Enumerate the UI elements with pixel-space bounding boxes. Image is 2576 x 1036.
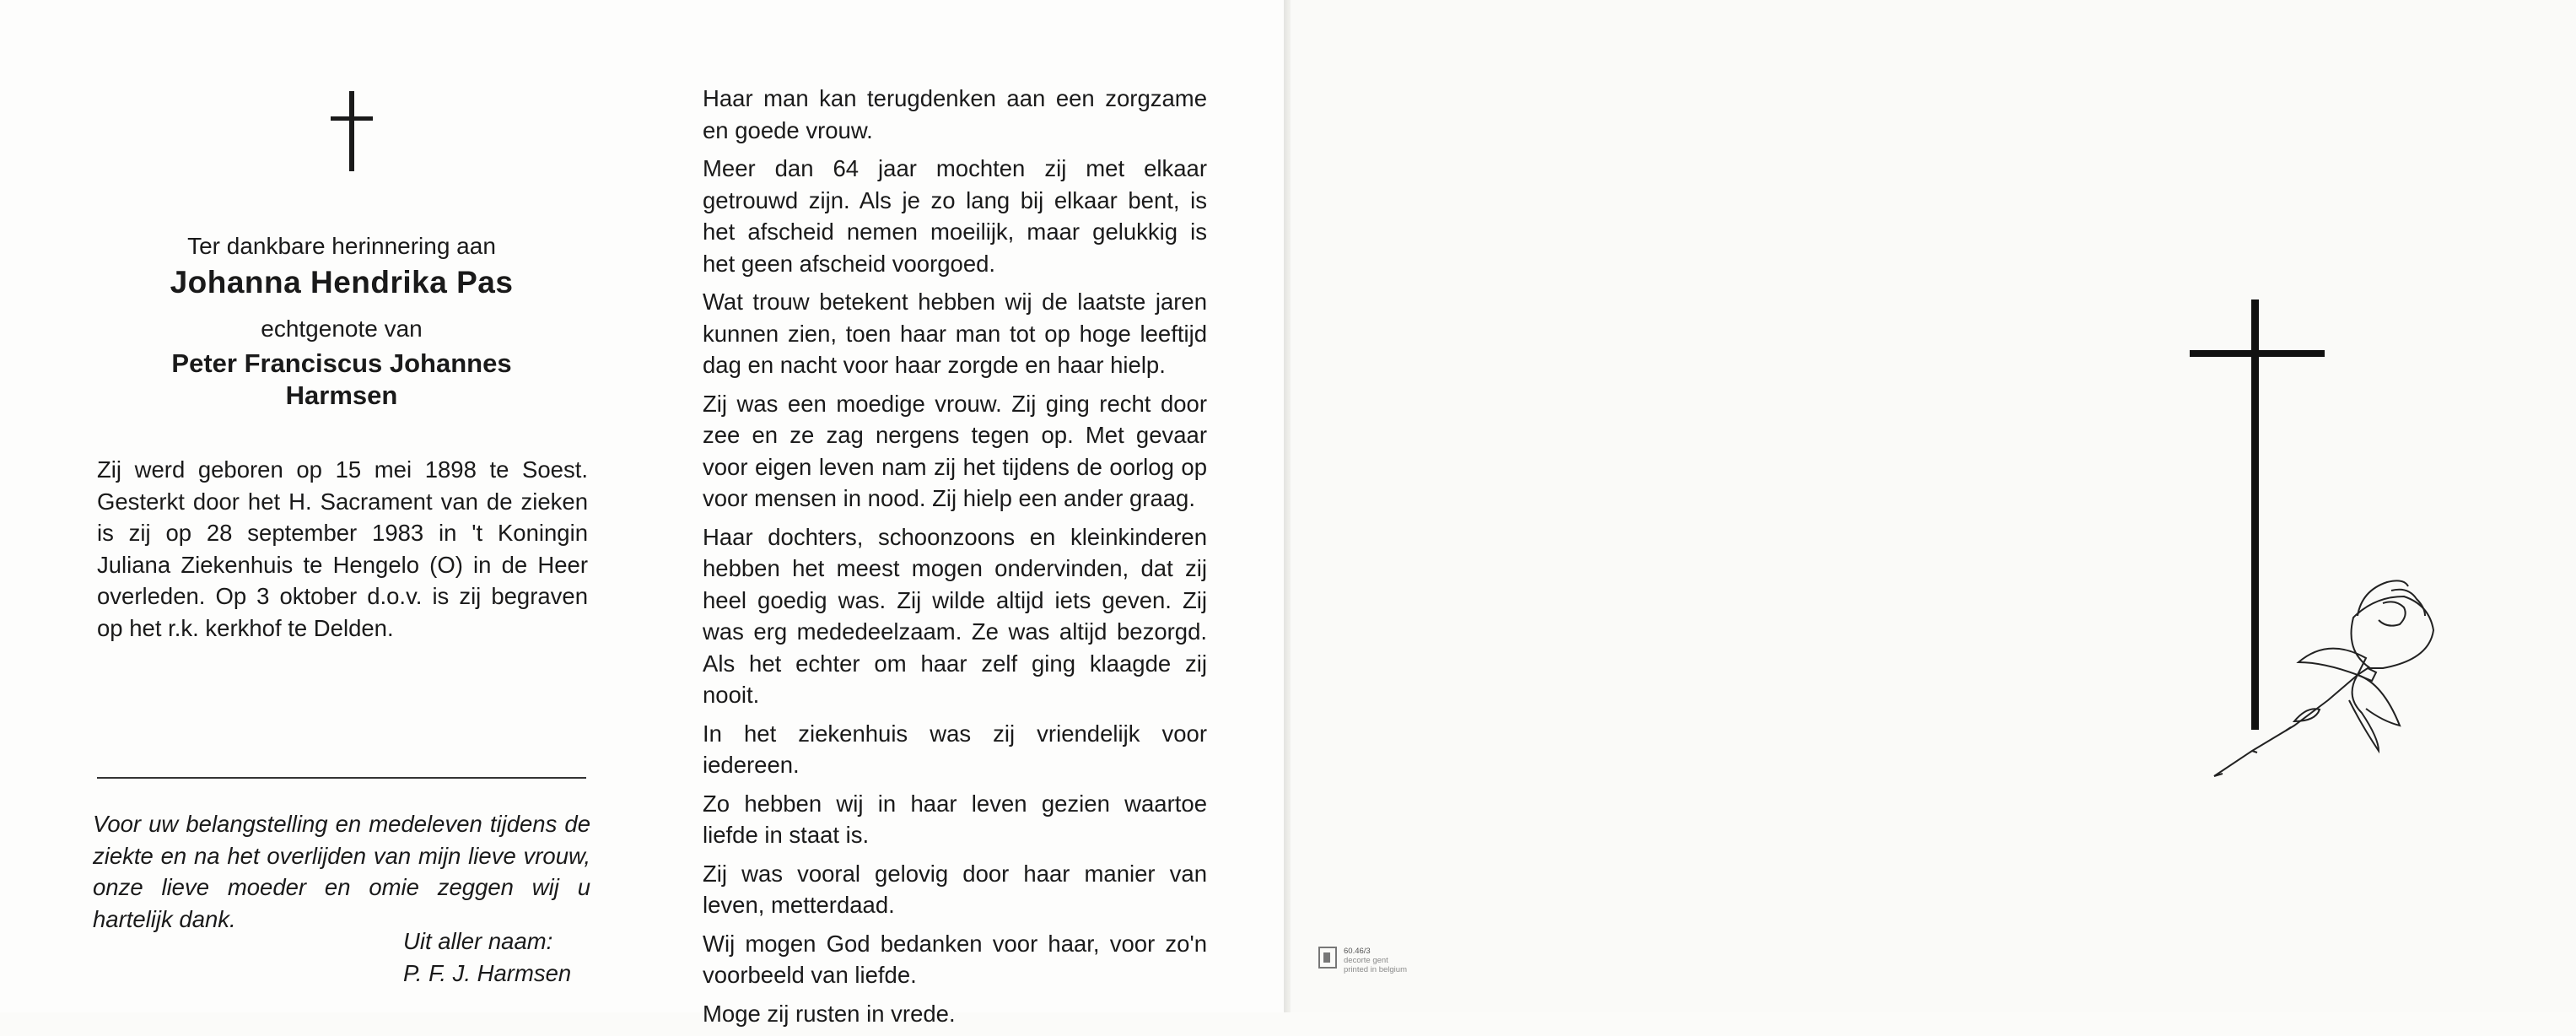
paragraph: Zo hebben wij in haar leven gezien waartoe liefde in staat is. [703, 790, 1207, 848]
spouse-name-line1: Peter Franciscus Johannes [171, 348, 512, 378]
paragraph: Zij was vooral gelovig door haar manier van leven, metterdaad. [703, 860, 1207, 918]
spouse-name [97, 348, 586, 412]
card-front [1291, 0, 2576, 1012]
paragraph: In het ziekenhuis was zij vriendelijk voor iedereen. [703, 720, 1207, 778]
biography: Zij werd geboren op 15 mei 1898 te Soest. Gesterkt door het H. Sacrament van de zieken is zij op 28 september 1983 in 't Koningin Juliana Ziekenhuis te Hengelo (O) in de Heer overleden. Op 3 oktober d.o.v. is zij begraven op het r.k. kerkhof te Delden. [97, 456, 588, 641]
paragraph: Moge zij rusten in vrede. [703, 1000, 956, 1027]
printer-logo-icon [1318, 947, 1337, 969]
card-fold [1284, 0, 1291, 1012]
printer-note: printed in belgium [1344, 965, 1407, 974]
signature-line2: P. F. J. Harmsen [403, 959, 572, 986]
paragraph: Haar dochters, schoonzoons en kleinkinderen hebben het meest mogen ondervinden, dat zij heel goedig was. Zij wilde altijd iets geven. Zij was erg mededeelzaam. Ze was altijd bezorgd. Als het echter om haar zelf ging klaagde zij nooit. [703, 523, 1207, 708]
rose-icon [2201, 540, 2446, 793]
signature-line1: Uit aller naam: [403, 928, 553, 954]
intro-text: Ter dankbare herinnering aan [187, 233, 496, 259]
signature [403, 925, 571, 989]
paragraph: Wat trouw betekent hebben wij de laatste jaren kunnen zien, toen haar man tot op hoge leeftijd dag en nacht voor haar zorgde en haar hielp. [703, 289, 1207, 378]
cross-icon [331, 91, 373, 171]
memorial-text [703, 83, 1207, 1036]
divider [97, 777, 586, 779]
printer-mark [1318, 947, 1407, 974]
printer-name: decorte gent [1344, 956, 1388, 965]
paragraph: Haar man kan terugdenken aan een zorgzame en goede vrouw. [703, 85, 1207, 143]
paragraph: Zij was een moedige vrouw. Zij ging recht door zee en ze zag nergens tegen op. Met gevaar voor eigen leven nam zij het tijdens de oorlog op voor mensen in nood. Zij hielp een ander graag. [703, 390, 1207, 511]
printer-code: 60.46/3 [1344, 947, 1371, 956]
card-inside [0, 0, 1284, 1027]
spouse-name-line2: Harmsen [285, 380, 398, 410]
paragraph: Meer dan 64 jaar mochten zij met elkaar getrouwd zijn. Als je zo lang bij elkaar bent, is het afscheid nemen moeilijk, maar gelukkig is het geen afscheid voorgoed. [703, 155, 1207, 277]
deceased-name: Johanna Hendrika Pas [170, 265, 514, 299]
paragraph: Wij mogen God bedanken voor haar, voor zo'n voorbeeld van liefde. [703, 930, 1207, 988]
relation-text: echtgenote van [261, 316, 423, 342]
thanks-text: Voor uw belangstelling en medeleven tijdens de ziekte en na het overlijden van mijn lieve vrouw, onze lieve moeder en omie zeggen wij u hartelijk dank. [93, 811, 590, 932]
